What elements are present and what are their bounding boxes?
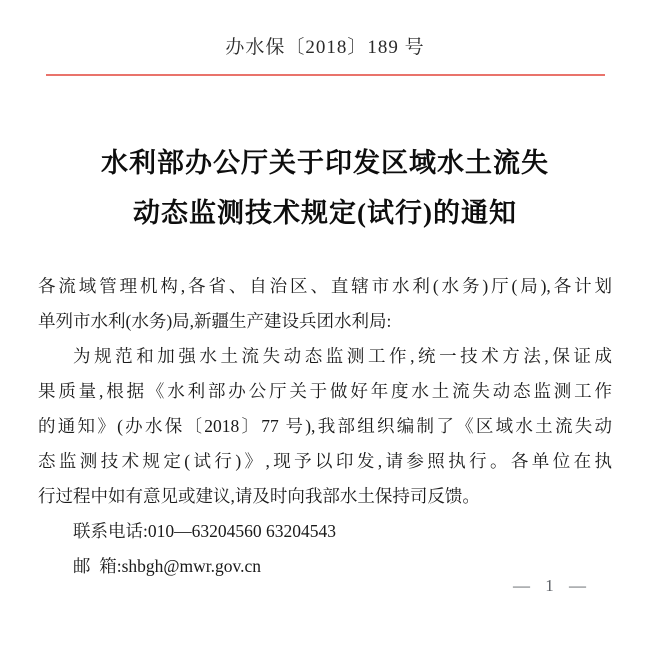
red-divider-line — [46, 74, 605, 76]
doc-title-line1: 水利部办公厅关于印发区域水土流失 — [101, 148, 549, 178]
page-number: — 1 — — [513, 576, 588, 595]
contact-phone-line: 联系电话:010—63204560 63204543 — [73, 521, 336, 541]
body-line-salutation-2: 单列市水利(水务)局,新疆生产建设兵团水利局: — [38, 311, 392, 331]
doc-number: 办水保〔2018〕189 号 — [225, 37, 425, 58]
contact-email-line: 邮 箱:shbgh@mwr.gov.cn — [73, 556, 262, 576]
body-line-paragraph-3: 的通知》(办水保〔2018〕77 号),我部组织编制了《区域水土流失动 — [38, 416, 612, 436]
doc-title — [0, 138, 650, 238]
body-line-paragraph-4: 态监测技术规定(试行)》,现予以印发,请参照执行。各单位在执 — [38, 451, 612, 471]
doc-title-line2: 动态监测技术规定(试行)的通知 — [133, 198, 517, 228]
doc-body — [38, 269, 612, 584]
body-line-paragraph-2: 果质量,根据《水利部办公厅关于做好年度水土流失动态监测工作 — [38, 381, 612, 401]
body-line-salutation-1: 各流域管理机构,各省、自治区、直辖市水利(水务)厅(局),各计划 — [38, 276, 612, 296]
body-line-paragraph-1: 为规范和加强水土流失动态监测工作,统一技术方法,保证成 — [73, 346, 612, 366]
body-line-paragraph-5: 行过程中如有意见或建议,请及时向我部水土保持司反馈。 — [38, 486, 480, 506]
